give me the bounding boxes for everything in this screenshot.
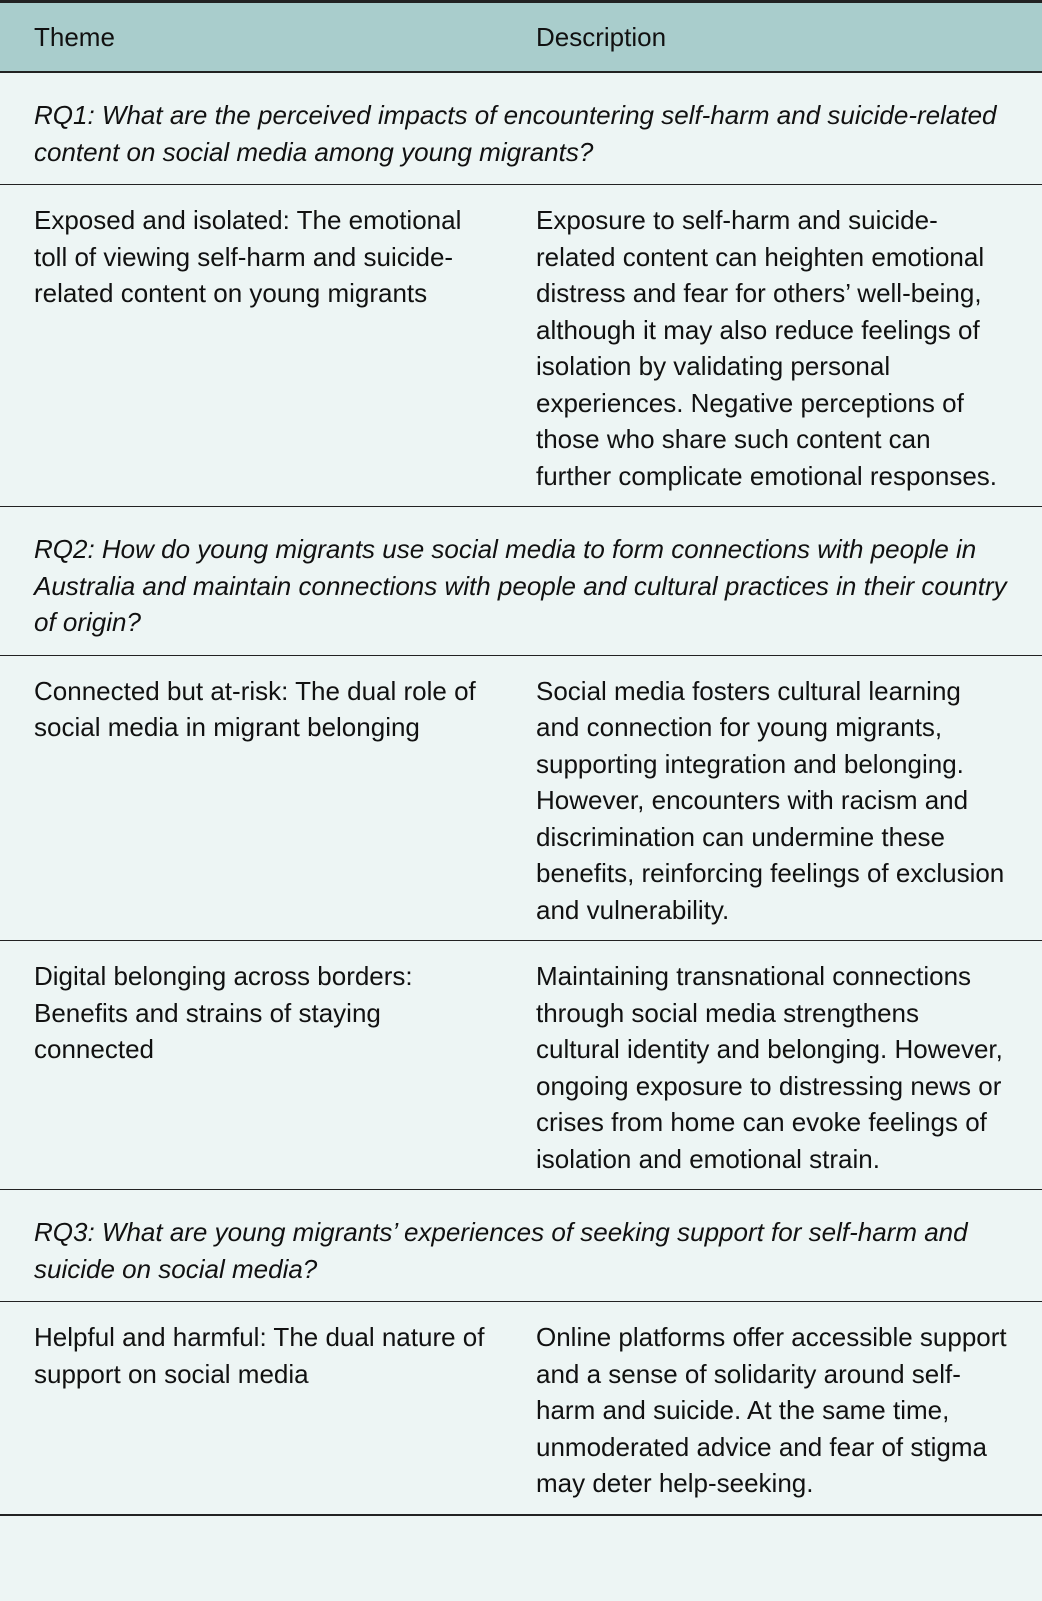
research-question-rq2: RQ2: How do young migrants use social media to form connections with people in Australia and maintain connections with people and cultural practices in their country of origin? xyxy=(0,507,1042,656)
table-body xyxy=(0,72,1042,1515)
description-cell: Exposure to self-harm and suicide-related content can heighten emotional distress and fear for others’ well-being, although it may also reduce feelings of isolation by validating personal experiences. Negative perceptions of those who share such content can further complicate emotional responses. xyxy=(510,185,1042,507)
theme-row xyxy=(0,941,1042,1190)
theme-cell: Helpful and harmful: The dual nature of support on social media xyxy=(0,1302,510,1515)
research-question-rq3: RQ3: What are young migrants’ experiences of seeking support for self-harm and suicide on social media? xyxy=(0,1190,1042,1302)
description-cell: Social media fosters cultural learning and connection for young migrants, supporting integration and belonging. However, encounters with racism and discrimination can undermine these benefits, reinforcing feelings of exclusion and vulnerability. xyxy=(510,655,1042,941)
header-description: Description xyxy=(536,21,667,52)
description-cell: Online platforms offer accessible support and a sense of solidarity around self-harm and suicide. At the same time, unmoderated advice and fear of stigma may deter help-seeking. xyxy=(510,1302,1042,1515)
description-cell: Maintaining transnational connections through social media strengthens cultural identity and belonging. However, ongoing exposure to distressing news or crises from home can evoke feelings of isolation and emotional strain. xyxy=(510,941,1042,1190)
header-row xyxy=(0,2,1042,73)
theme-cell: Exposed and isolated: The emotional toll of viewing self-harm and suicide-related content on young migrants xyxy=(0,185,510,507)
table-header xyxy=(0,2,1042,73)
theme-row xyxy=(0,1302,1042,1515)
header-theme: Theme xyxy=(34,21,115,52)
research-question-row-rq1 xyxy=(0,72,1042,185)
research-question-row-rq3 xyxy=(0,1190,1042,1302)
research-question-rq1: RQ1: What are the perceived impacts of encountering self-harm and suicide-related content on social media among young migrants? xyxy=(0,72,1042,185)
theme-cell: Connected but at-risk: The dual role of social media in migrant belonging xyxy=(0,655,510,941)
theme-row xyxy=(0,185,1042,507)
research-question-row-rq2 xyxy=(0,507,1042,656)
theme-row xyxy=(0,655,1042,941)
theme-cell: Digital belonging across borders: Benefits and strains of staying connected xyxy=(0,941,510,1190)
